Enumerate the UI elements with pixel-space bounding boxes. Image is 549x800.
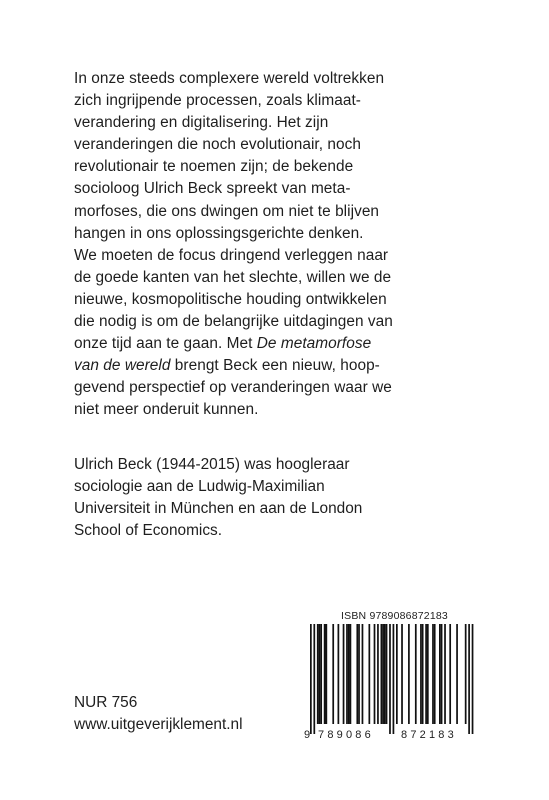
- barcode-bar: [384, 624, 386, 724]
- barcode-bar: [319, 624, 321, 724]
- bio-line: sociologie aan de Ludwig-Maximilian: [74, 478, 325, 496]
- blurb-text: [74, 68, 494, 422]
- barcode-digit-first: 9: [304, 729, 311, 741]
- barcode-bar: [368, 624, 370, 724]
- barcode-bar: [343, 624, 345, 724]
- barcode-bar: [465, 624, 467, 724]
- barcode-bar: [325, 624, 327, 724]
- barcode-bar: [425, 624, 427, 724]
- barcode-bar: [374, 624, 376, 724]
- blurb-line: hangen in ons oplossingsgerichte denken.: [74, 224, 364, 242]
- barcode-guard-bar: [468, 624, 470, 734]
- blurb-line: We moeten de focus dringend verleggen naar: [74, 246, 389, 264]
- barcode-bar: [348, 624, 350, 724]
- barcode-bar: [346, 624, 348, 724]
- barcode-bar: [396, 624, 398, 724]
- bio-line: School of Economics.: [74, 522, 222, 540]
- blurb-line: In onze steeds complexere wereld voltrekken: [74, 70, 385, 87]
- barcode-digit-group-left: 789086: [318, 729, 374, 741]
- barcode-bar: [382, 624, 384, 724]
- barcode-bar: [415, 624, 417, 724]
- barcode-guard-bar: [310, 624, 312, 734]
- book-title-italic: van de wereld: [74, 357, 171, 375]
- barcode-bar: [432, 624, 434, 724]
- blurb-line: [74, 355, 494, 377]
- barcode-bar: [427, 624, 429, 724]
- barcode-bar: [434, 624, 436, 724]
- blurb-paragraph: [74, 68, 494, 422]
- barcode-bar: [332, 624, 334, 724]
- barcode-bar: [408, 624, 410, 724]
- barcode-guard-bar: [393, 624, 395, 734]
- blurb-line: zich ingrijpende processen, zoals klimaat-: [74, 92, 361, 110]
- barcode-guard-bar: [313, 624, 315, 734]
- barcode-bar: [386, 624, 388, 724]
- blurb-line: veranderingen die noch evolutionair, noch: [74, 136, 361, 154]
- barcode-bar: [439, 624, 441, 724]
- barcode-bar: [449, 624, 451, 724]
- blurb-line: verandering en digitalisering. Het zijn: [74, 114, 329, 132]
- publisher-website: www.uitgeverijklement.nl: [74, 716, 243, 734]
- blurb-line: morfoses, die ons dwingen om niet te blijven: [74, 202, 380, 220]
- blurb-line: [74, 333, 494, 355]
- blurb-line: socioloog Ulrich Beck spreekt van meta-: [74, 180, 351, 198]
- barcode-bar: [317, 624, 319, 724]
- barcode-bar: [381, 624, 383, 724]
- barcode-bar: [320, 624, 322, 724]
- blurb-line: gevend perspectief op veranderingen waar we: [74, 379, 392, 397]
- barcode-bar: [401, 624, 403, 724]
- author-bio: [74, 454, 362, 542]
- blurb-line: de goede kanten van het slechte, willen we de: [74, 268, 392, 286]
- barcode-bar: [422, 624, 424, 724]
- barcode-bar: [456, 624, 458, 724]
- blurb-line: die nodig is om de belangrijke uitdagingen van: [74, 313, 393, 331]
- barcode-digits: [304, 727, 485, 743]
- barcode-bar: [362, 624, 364, 724]
- blurb-text-run: brengt Beck een nieuw, hoop-: [170, 357, 380, 375]
- publisher-info: [74, 692, 243, 736]
- barcode-bar: [356, 624, 358, 724]
- barcode-digit-group-right: 872183: [401, 729, 457, 741]
- bio-line: Universiteit in München en aan de London: [74, 500, 363, 518]
- blurb-line: revolutionair te noemen zijn; de bekende: [74, 158, 354, 176]
- barcode-bars: [304, 624, 485, 734]
- barcode-bar: [350, 624, 352, 724]
- barcode-bar: [377, 624, 379, 724]
- blurb-line: nieuwe, kosmopolitische houding ontwikkelen: [74, 290, 387, 308]
- nur-code: NUR 756: [74, 694, 138, 711]
- book-title-italic: De metamorfose: [256, 335, 372, 353]
- blurb-text-run: onze tijd aan te gaan. Met: [74, 335, 257, 353]
- barcode-bar: [358, 624, 360, 724]
- isbn-barcode: [304, 610, 485, 745]
- isbn-label: ISBN 9789086872183: [341, 610, 448, 622]
- barcode-guard-bar: [472, 624, 474, 734]
- barcode-bar: [324, 624, 326, 724]
- barcode-bar: [441, 624, 443, 724]
- barcode-bar: [338, 624, 340, 724]
- blurb-line: niet meer onderuit kunnen.: [74, 401, 259, 419]
- barcode-bar: [444, 624, 446, 724]
- barcode-guard-bar: [389, 624, 391, 734]
- barcode-bar: [420, 624, 422, 724]
- bio-line: Ulrich Beck (1944-2015) was hoogleraar: [74, 456, 350, 473]
